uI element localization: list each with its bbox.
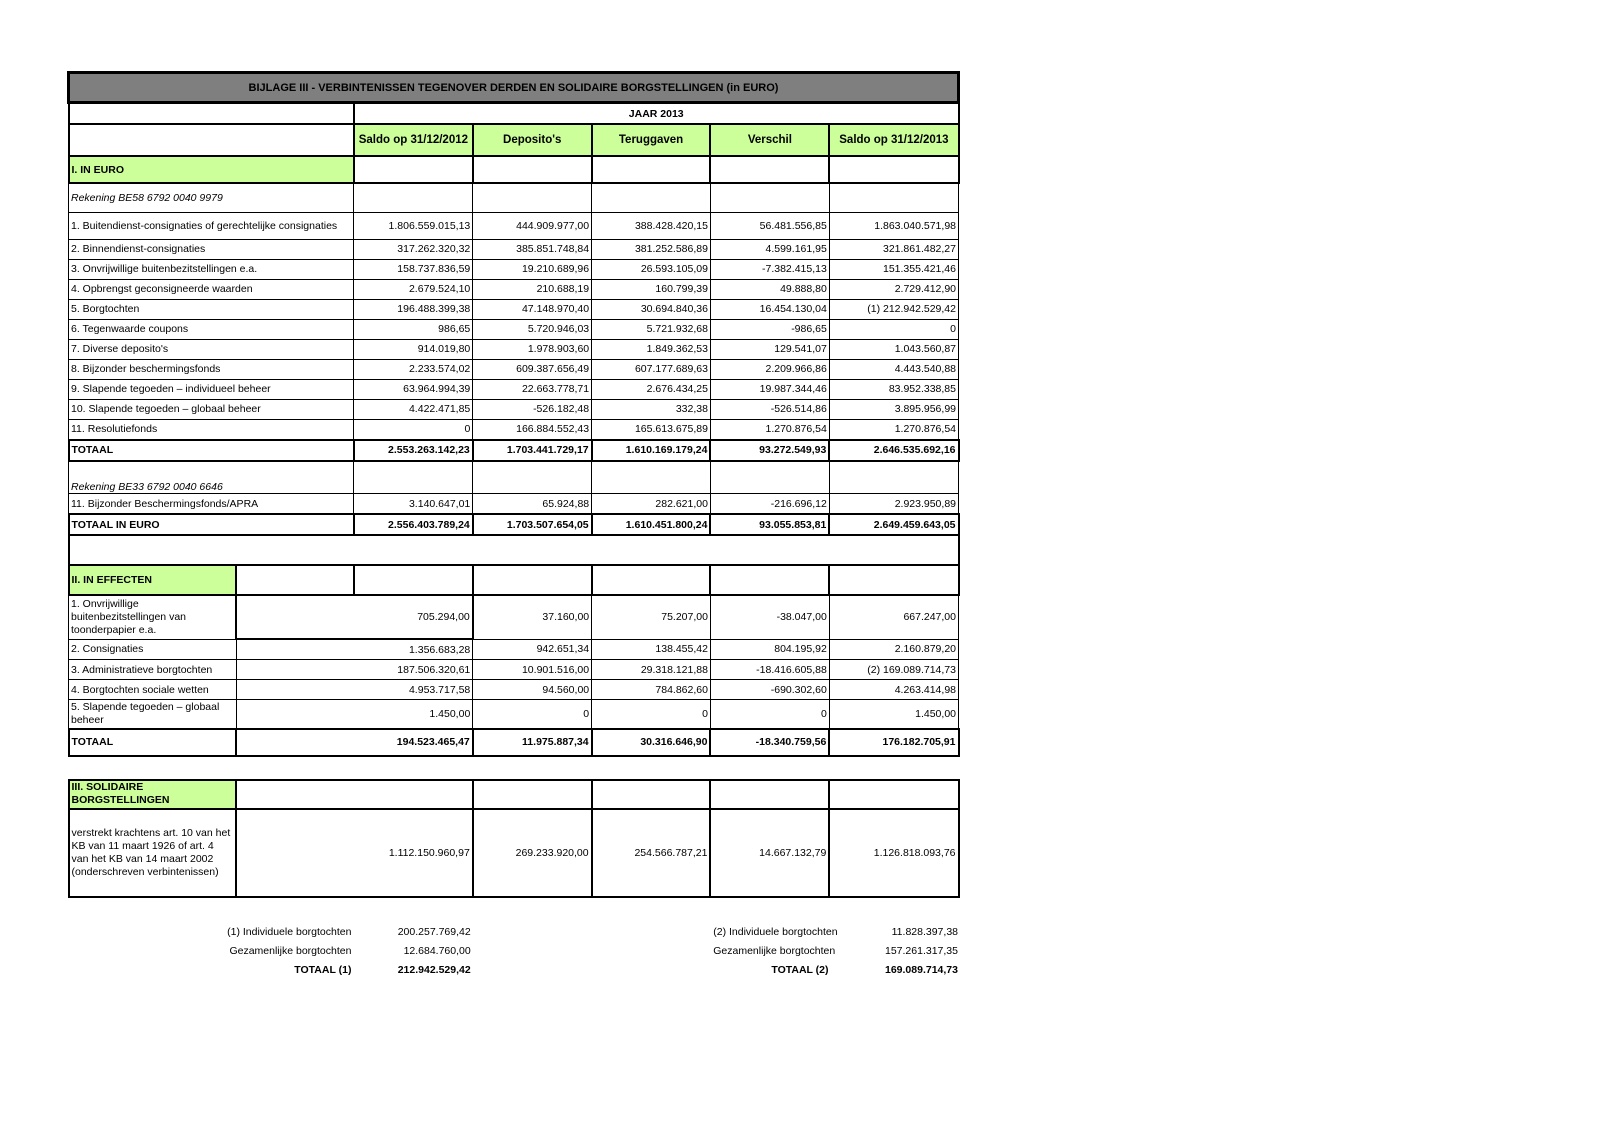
total-label: TOTAAL xyxy=(69,729,237,756)
table-cell: 1.112.150.960,97 xyxy=(236,809,473,897)
col-teruggaven: Teruggaven xyxy=(592,124,711,156)
table-cell: 332,38 xyxy=(592,399,711,419)
table-cell: 1.043.560,87 xyxy=(829,339,958,359)
table-cell: 49.888,80 xyxy=(710,279,829,299)
table-cell: 26.593.105,09 xyxy=(592,259,711,279)
table-cell: 2.729.412,90 xyxy=(829,279,958,299)
table-cell: 10.901.516,00 xyxy=(473,660,592,680)
table-cell: 4.443.540,88 xyxy=(829,359,958,379)
section-heading-effecten: II. IN EFFECTEN xyxy=(69,565,237,595)
table-row-label: 4. Borgtochten sociale wetten xyxy=(69,680,237,700)
table-cell: 942.651,34 xyxy=(473,639,592,660)
table-cell: 2.679.524,10 xyxy=(354,279,473,299)
table-cell: 210.688,19 xyxy=(473,279,592,299)
col-depositos: Deposito's xyxy=(473,124,592,156)
table-row-label: 4. Opbrengst geconsigneerde waarden xyxy=(69,279,354,299)
table-cell: 75.207,00 xyxy=(592,595,711,639)
section-heading-solidaire: III. SOLIDAIRE BORGSTELLINGEN xyxy=(69,780,237,809)
table-row-label: 2. Consignaties xyxy=(69,639,237,660)
table-row-label: 9. Slapende tegoeden – individueel beheer xyxy=(69,379,354,399)
total-euro-label: TOTAAL IN EURO xyxy=(69,514,354,535)
table-cell: 138.455,42 xyxy=(592,639,711,660)
table-cell: 388.428.420,15 xyxy=(592,212,711,239)
table-cell: 0 xyxy=(354,419,473,440)
table-cell: 2.676.434,25 xyxy=(592,379,711,399)
total-cell: 1.610.169.179,24 xyxy=(592,440,711,461)
table-row-label: 7. Diverse deposito's xyxy=(69,339,354,359)
note-total-label: TOTAAL (2) xyxy=(771,963,829,976)
table-cell: 63.964.994,39 xyxy=(354,379,473,399)
table-cell: 83.952.338,85 xyxy=(829,379,958,399)
table-cell: 0 xyxy=(829,319,958,339)
table-cell: 1.863.040.571,98 xyxy=(829,212,958,239)
table-cell: 317.262.320,32 xyxy=(354,239,473,259)
table-cell: 29.318.121,88 xyxy=(592,660,711,680)
section-heading-euro: I. IN EURO xyxy=(69,156,354,183)
table-cell: 4.422.471,85 xyxy=(354,399,473,419)
total-cell: 2.553.263.142,23 xyxy=(354,440,473,461)
table-cell: 269.233.920,00 xyxy=(473,809,592,897)
table-cell: 784.862,60 xyxy=(592,680,711,700)
note-value: 157.261.317,35 xyxy=(885,944,958,957)
table-cell: 705.294,00 xyxy=(236,595,473,639)
table-cell: 187.506.320,61 xyxy=(236,660,473,680)
table-cell: 19.987.344,46 xyxy=(710,379,829,399)
table-cell: (2) 169.089.714,73 xyxy=(829,660,958,680)
total-cell: 93.272.549,93 xyxy=(710,440,829,461)
note-label: Gezamenlijke borgtochten xyxy=(713,944,836,957)
note-value: 11.828.397,38 xyxy=(891,925,958,938)
table-row-label: 3. Administratieve borgtochten xyxy=(69,660,237,680)
col-saldo-2013: Saldo op 31/12/2013 xyxy=(829,124,958,156)
table-cell: 1.270.876,54 xyxy=(710,419,829,440)
table-cell: 1.356.683,28 xyxy=(236,639,473,660)
table-cell: 0 xyxy=(710,700,829,729)
table-cell: 2.209.966,86 xyxy=(710,359,829,379)
table-cell: 165.613.675,89 xyxy=(592,419,711,440)
commitments-sheet xyxy=(67,71,960,898)
table-cell: 282.621,00 xyxy=(592,494,711,515)
table-cell: 0 xyxy=(473,700,592,729)
table-cell: 444.909.977,00 xyxy=(473,212,592,239)
table-cell: 4.599.161,95 xyxy=(710,239,829,259)
total-cell: 1.703.441.729,17 xyxy=(473,440,592,461)
table-cell: 129.541,07 xyxy=(710,339,829,359)
commitments-table xyxy=(67,71,960,898)
table-cell: 4.953.717,58 xyxy=(236,680,473,700)
table-cell: 4.263.414,98 xyxy=(829,680,958,700)
table-cell: 22.663.778,71 xyxy=(473,379,592,399)
table-cell: 1.978.903,60 xyxy=(473,339,592,359)
table-row-label: 5. Slapende tegoeden – globaal beheer xyxy=(69,700,237,729)
table-cell: 381.252.586,89 xyxy=(592,239,711,259)
table-cell: 65.924,88 xyxy=(473,494,592,515)
table-cell: 158.737.836,59 xyxy=(354,259,473,279)
table-row-label: 1. Onvrijwillige buitenbezitstellingen van toonderpapier e.a. xyxy=(69,595,237,639)
table-cell: 321.861.482,27 xyxy=(829,239,958,259)
note-total-value: 169.089.714,73 xyxy=(885,963,958,976)
table-row-label: 5. Borgtochten xyxy=(69,299,354,319)
table-cell: 607.177.689,63 xyxy=(592,359,711,379)
account-label: Rekening BE33 6792 0040 6646 xyxy=(69,461,354,494)
table-cell: -526.182,48 xyxy=(473,399,592,419)
table-cell: 1.450,00 xyxy=(829,700,958,729)
total-cell: 11.975.887,34 xyxy=(473,729,592,756)
table-cell: 1.450,00 xyxy=(236,700,473,729)
note-total-value: 212.942.529,42 xyxy=(397,963,471,976)
table-cell: 804.195,92 xyxy=(710,639,829,660)
table-cell: 986,65 xyxy=(354,319,473,339)
table-cell: 667.247,00 xyxy=(829,595,958,639)
table-cell: -216.696,12 xyxy=(710,494,829,515)
note-label: (1) Individuele borgtochten xyxy=(227,925,352,938)
table-row-label: 3. Onvrijwillige buitenbezitstellingen e.a. xyxy=(69,259,354,279)
total-cell: 1.703.507.654,05 xyxy=(473,514,592,535)
total-cell: 2.556.403.789,24 xyxy=(354,514,473,535)
col-saldo-2012: Saldo op 31/12/2012 xyxy=(354,124,473,156)
note-value: 200.257.769,42 xyxy=(397,925,471,938)
note-label: (2) Individuele borgtochten xyxy=(713,925,838,938)
table-cell: 166.884.552,43 xyxy=(473,419,592,440)
table-cell: 196.488.399,38 xyxy=(354,299,473,319)
total-cell: 93.055.853,81 xyxy=(710,514,829,535)
total-label: TOTAAL xyxy=(69,440,354,461)
table-cell: 56.481.556,85 xyxy=(710,212,829,239)
table-cell: 1.270.876,54 xyxy=(829,419,958,440)
table-cell: 3.895.956,99 xyxy=(829,399,958,419)
total-cell: 30.316.646,90 xyxy=(592,729,711,756)
table-row-label: 6. Tegenwaarde coupons xyxy=(69,319,354,339)
account-label: Rekening BE58 6792 0040 9979 xyxy=(69,183,354,212)
table-cell: 2.923.950,89 xyxy=(829,494,958,515)
table-cell: -38.047,00 xyxy=(710,595,829,639)
table-row-label: 8. Bijzonder beschermingsfonds xyxy=(69,359,354,379)
table-cell: -690.302,60 xyxy=(710,680,829,700)
table-cell: 0 xyxy=(592,700,711,729)
spacer-row xyxy=(69,535,959,565)
note-value: 12.684.760,00 xyxy=(403,944,471,957)
table-cell: -986,65 xyxy=(710,319,829,339)
table-cell: -526.514,86 xyxy=(710,399,829,419)
table-cell: 37.160,00 xyxy=(473,595,592,639)
table-cell: 914.019,80 xyxy=(354,339,473,359)
table-cell: 94.560,00 xyxy=(473,680,592,700)
table-cell: 385.851.748,84 xyxy=(473,239,592,259)
table-row-label: verstrekt krachtens art. 10 van het KB van 11 maart 1926 of art. 4 van het KB van 14 maart 2002 (onderschreven verbintenissen) xyxy=(69,809,237,897)
table-cell: 14.667.132,79 xyxy=(710,809,829,897)
table-cell: 19.210.689,96 xyxy=(473,259,592,279)
empty-cell xyxy=(69,124,354,156)
table-row-label: 11. Resolutiefonds xyxy=(69,419,354,440)
total-cell: 2.649.459.643,05 xyxy=(829,514,958,535)
total-cell: 1.610.451.800,24 xyxy=(592,514,711,535)
table-cell: 5.720.946,03 xyxy=(473,319,592,339)
sheet-title: BIJLAGE III - VERBINTENISSEN TEGENOVER DERDEN EN SOLIDAIRE BORGSTELLINGEN (in EURO) xyxy=(69,73,959,103)
table-row-label: 10. Slapende tegoeden – globaal beheer xyxy=(69,399,354,419)
empty-cell xyxy=(69,103,354,125)
table-cell: 5.721.932,68 xyxy=(592,319,711,339)
footnotes xyxy=(67,922,960,979)
note-total-label: TOTAAL (1) xyxy=(294,963,352,976)
total-cell: 176.182.705,91 xyxy=(829,729,958,756)
note-label: Gezamenlijke borgtochten xyxy=(229,944,352,957)
year-header: JAAR 2013 xyxy=(354,103,959,125)
total-cell: -18.340.759,56 xyxy=(710,729,829,756)
table-cell: 1.806.559.015,13 xyxy=(354,212,473,239)
total-cell: 194.523.465,47 xyxy=(236,729,473,756)
table-cell: 151.355.421,46 xyxy=(829,259,958,279)
table-cell: 1.126.818.093,76 xyxy=(829,809,958,897)
table-row-label: 2. Binnendienst-consignaties xyxy=(69,239,354,259)
table-cell: 3.140.647,01 xyxy=(354,494,473,515)
table-cell: (1) 212.942.529,42 xyxy=(829,299,958,319)
table-cell: 254.566.787,21 xyxy=(592,809,711,897)
total-cell: 2.646.535.692,16 xyxy=(829,440,958,461)
table-cell: 2.160.879,20 xyxy=(829,639,958,660)
table-row-label: 1. Buitendienst-consignaties of gerechtelijke consignaties xyxy=(69,212,354,239)
table-row-label: 11. Bijzonder Beschermingsfonds/APRA xyxy=(69,494,354,515)
col-verschil: Verschil xyxy=(710,124,829,156)
table-cell: 16.454.130,04 xyxy=(710,299,829,319)
table-cell: 30.694.840,36 xyxy=(592,299,711,319)
table-cell: 609.387.656,49 xyxy=(473,359,592,379)
table-cell: 1.849.362,53 xyxy=(592,339,711,359)
table-cell: -18.416.605,88 xyxy=(710,660,829,680)
table-cell: 47.148.970,40 xyxy=(473,299,592,319)
table-cell: 160.799,39 xyxy=(592,279,711,299)
table-cell: 2.233.574,02 xyxy=(354,359,473,379)
table-cell: -7.382.415,13 xyxy=(710,259,829,279)
